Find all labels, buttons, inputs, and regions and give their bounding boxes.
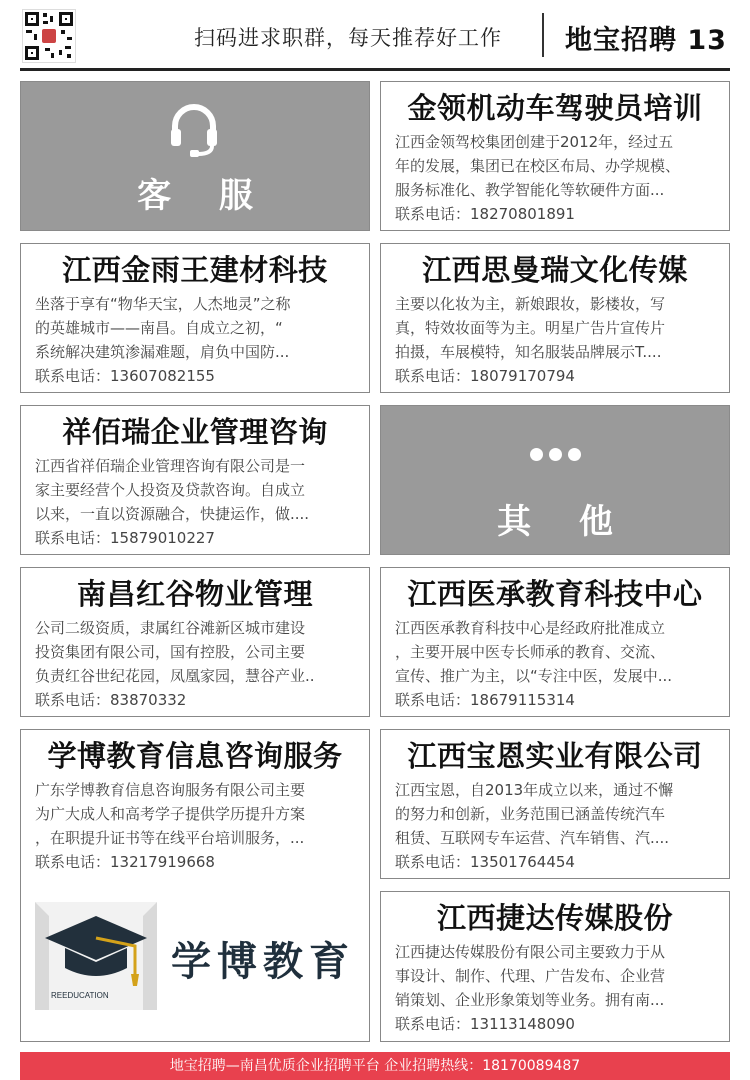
other-tile[interactable]: [380, 405, 730, 555]
logo-caption: REEDUCATION: [51, 991, 109, 1000]
company-name: 江西医承教育科技中心: [407, 577, 703, 611]
footer-banner: [20, 1052, 730, 1080]
logo-wordmark: 学博教育: [171, 939, 355, 985]
other-label: 其 他: [497, 502, 631, 542]
contact-phone: 联系电话：13113148090: [395, 1015, 575, 1033]
contact-phone: 联系电话：13607082155: [35, 367, 215, 385]
company-name: 学博教育信息咨询服务: [47, 739, 343, 773]
header: [0, 0, 750, 72]
company-name: 江西捷达传媒股份: [436, 901, 673, 935]
headset-icon: [168, 102, 220, 158]
company-name: 江西金雨王建材科技: [62, 253, 328, 287]
company-description: 主要以化妆为主，新娘跟妆，影楼妆，写 真，特效妆面等为主。明星广告片宣传片 拍摄，车展模特，知名服装品牌展示T....: [395, 295, 666, 361]
contact-phone: 联系电话：13217919668: [35, 853, 215, 871]
job-card[interactable]: [20, 567, 370, 717]
contact-phone: 联系电话：18270801891: [395, 205, 575, 223]
header-rule: [20, 68, 730, 71]
header-brand: 地宝招聘 13: [565, 25, 727, 56]
contact-phone: 联系电话：83870332: [35, 691, 187, 709]
company-name: 江西思曼瑞文化传媒: [422, 253, 688, 287]
customer-service-label: 客 服: [137, 176, 271, 216]
company-name: 金领机动车驾驶员培训: [407, 91, 703, 125]
company-name: 祥佰瑞企业管理咨询: [62, 415, 328, 449]
contact-phone: 联系电话：18079170794: [395, 367, 575, 385]
company-description: 江西金领驾校集团创建于2012年，经过五 年的发展，集团已在校区布局、办学规模、 服务标准化、教学智能化等软硬件方面...: [395, 133, 681, 199]
company-description: 公司二级资质，隶属红谷滩新区城市建设 投资集团有限公司，国有控股，公司主要 负责红谷世纪花园，凤凰家园，慧谷产业..: [35, 619, 315, 685]
job-card[interactable]: [380, 567, 730, 717]
header-divider: [542, 13, 544, 57]
job-card[interactable]: [380, 891, 730, 1042]
customer-service-tile[interactable]: [20, 81, 370, 231]
footer-text: 地宝招聘—南昌优质企业招聘平台 企业招聘热线：18170089487: [169, 1058, 581, 1074]
company-name: 江西宝恩实业有限公司: [407, 739, 703, 773]
contact-phone: 联系电话：13501764454: [395, 853, 575, 871]
company-name: 南昌红谷物业管理: [76, 577, 313, 611]
qr-code-icon[interactable]: [22, 9, 76, 63]
job-card[interactable]: [20, 243, 370, 393]
job-card[interactable]: [380, 243, 730, 393]
qr-logo-icon: [42, 29, 56, 43]
job-card[interactable]: [380, 81, 730, 231]
job-card[interactable]: [380, 729, 730, 879]
company-description: 江西捷达传媒股份有限公司主要致力于从 事设计、制作、代理、广告发布、企业营 销策划、企业形象策划等业务。拥有南...: [395, 943, 666, 1009]
company-description: 江西医承教育科技中心是经政府批准成立 ，主要开展中医专长师承的教育、交流、 宣传、推广为主，以“专注中医，发展中...: [395, 619, 673, 685]
company-description: 江西省祥佰瑞企业管理咨询有限公司是一 家主要经营个人投资及贷款咨询。自成立 以来，一直以资源融合，快捷运作，做....: [35, 457, 310, 523]
job-card[interactable]: [20, 729, 370, 1042]
graduation-cap-icon: [35, 902, 157, 1010]
header-tagline: 扫码进求职群，每天推荐好工作: [194, 26, 502, 50]
company-description: 江西宝恩，自2013年成立以来，通过不懈 的努力和创新，业务范围已涵盖传统汽车 租赁、互联网专车运营、汽车销售、汽....: [395, 781, 674, 847]
company-logo: [35, 902, 355, 1010]
contact-phone: 联系电话：15879010227: [35, 529, 215, 547]
company-description: 坐落于享有“物华天宝，人杰地灵”之称 的英雄城市——南昌。自成立之初，“ 系统解决建筑渗漏难题，肩负中国防...: [35, 295, 291, 361]
more-dots-icon: [381, 446, 729, 465]
job-card[interactable]: [20, 405, 370, 555]
company-description: 广东学博教育信息咨询服务有限公司主要 为广大成人和高考学子提供学历提升方案 ，在职提升证书等在线平台培训服务，...: [35, 781, 306, 847]
contact-phone: 联系电话：18679115314: [395, 691, 575, 709]
